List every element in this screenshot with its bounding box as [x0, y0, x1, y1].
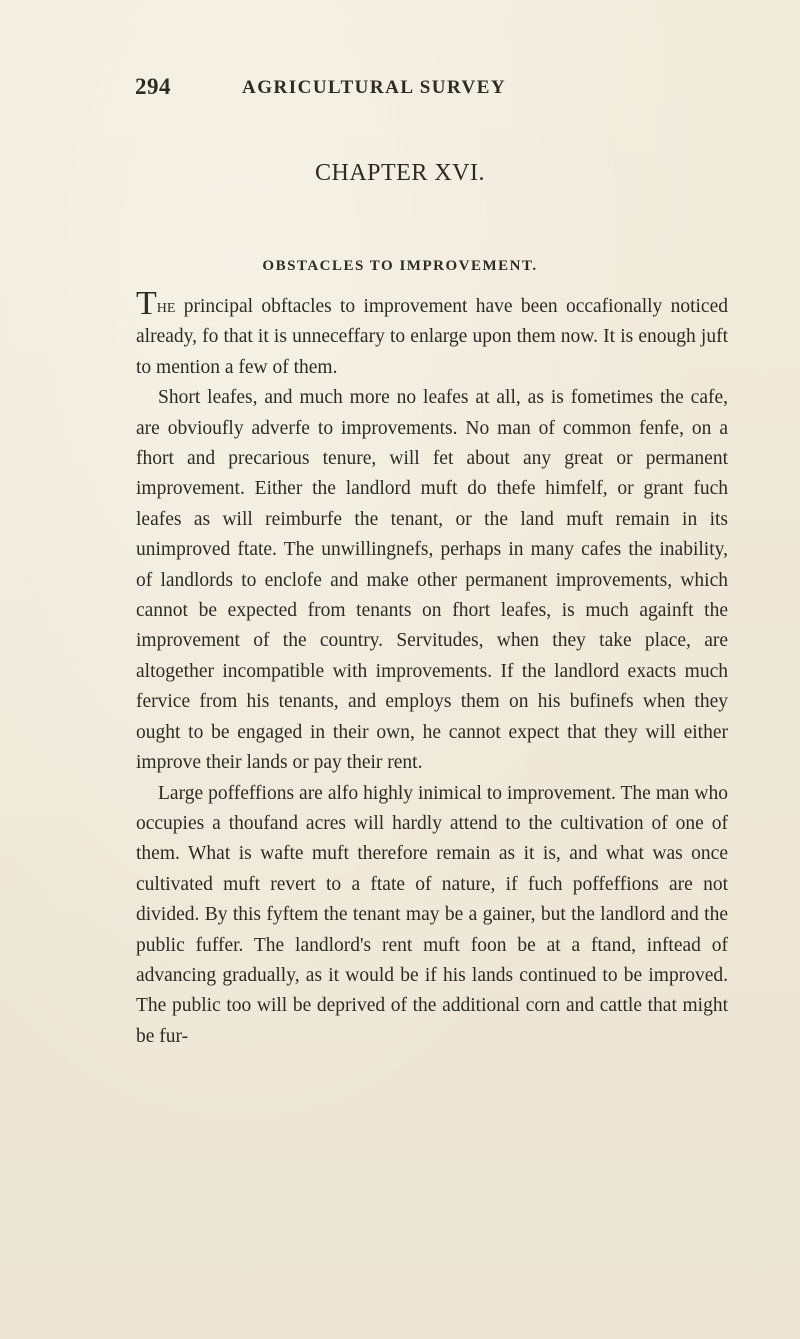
- paragraph-intro: [136, 285, 728, 383]
- drop-cap-continuation: he: [156, 296, 176, 317]
- paragraph-large-possessions: Large poffeffions are alfo highly inimical to improvement. The man who occupies a thoufand acres will hardly attend to the cultivation of one of them. What is wafte muft therefore remain as it is, and what was once cultivated muft revert to a ftate of nature, if fuch poffeffions are not divided. By this fyftem the tenant may be a gainer, but the landlord and the public fuffer. The landlord's rent muft foon be at a ftand, inftead of advancing gradually, as it would be if his lands continued to be improved. The public too will be deprived of the additional corn and cattle that might be fur-: [136, 782, 728, 1047]
- running-head: AGRICULTURAL SURVEY: [242, 77, 507, 98]
- paragraph-intro-text: principal obftacles to improvement have been occafionally noticed already, fo that it is unneceffary to enlarge upon them now. It is enough juft to mention a few of them.: [136, 296, 728, 378]
- chapter-title: CHAPTER XVI.: [314, 160, 485, 186]
- section-title: OBSTACLES TO IMPROVEMENT.: [262, 258, 538, 274]
- page-number: 294: [135, 74, 171, 99]
- page-header: [135, 70, 725, 110]
- paragraph-short-leases: Short leafes, and much more no leafes at all, as is fometimes the cafe, are obvioufly adverfe to improvements. No man of common fenfe, on a fhort and precarious tenure, will fet about any great or permanent improvement. Either the landlord muft do thefe himfelf, or grant fuch leafes as will reimburfe the tenant, or the land muft remain in its unimproved ftate. The unwillingnefs, perhaps in many cafes the inability, of landlords to enclofe and make other permanent improvements, which cannot be expected from tenants on fhort leafes, is much againft the improvement of the country. Servitudes, when they take place, are altogether incompatible with improvements. If the landlord exacts much fervice from his tenants, and employs them on his bufinefs when they ought to be engaged in their own, he cannot expect that they will either improve their lands or pay their rent.: [136, 387, 728, 774]
- drop-cap: T: [136, 285, 157, 322]
- body-text: [136, 285, 728, 1052]
